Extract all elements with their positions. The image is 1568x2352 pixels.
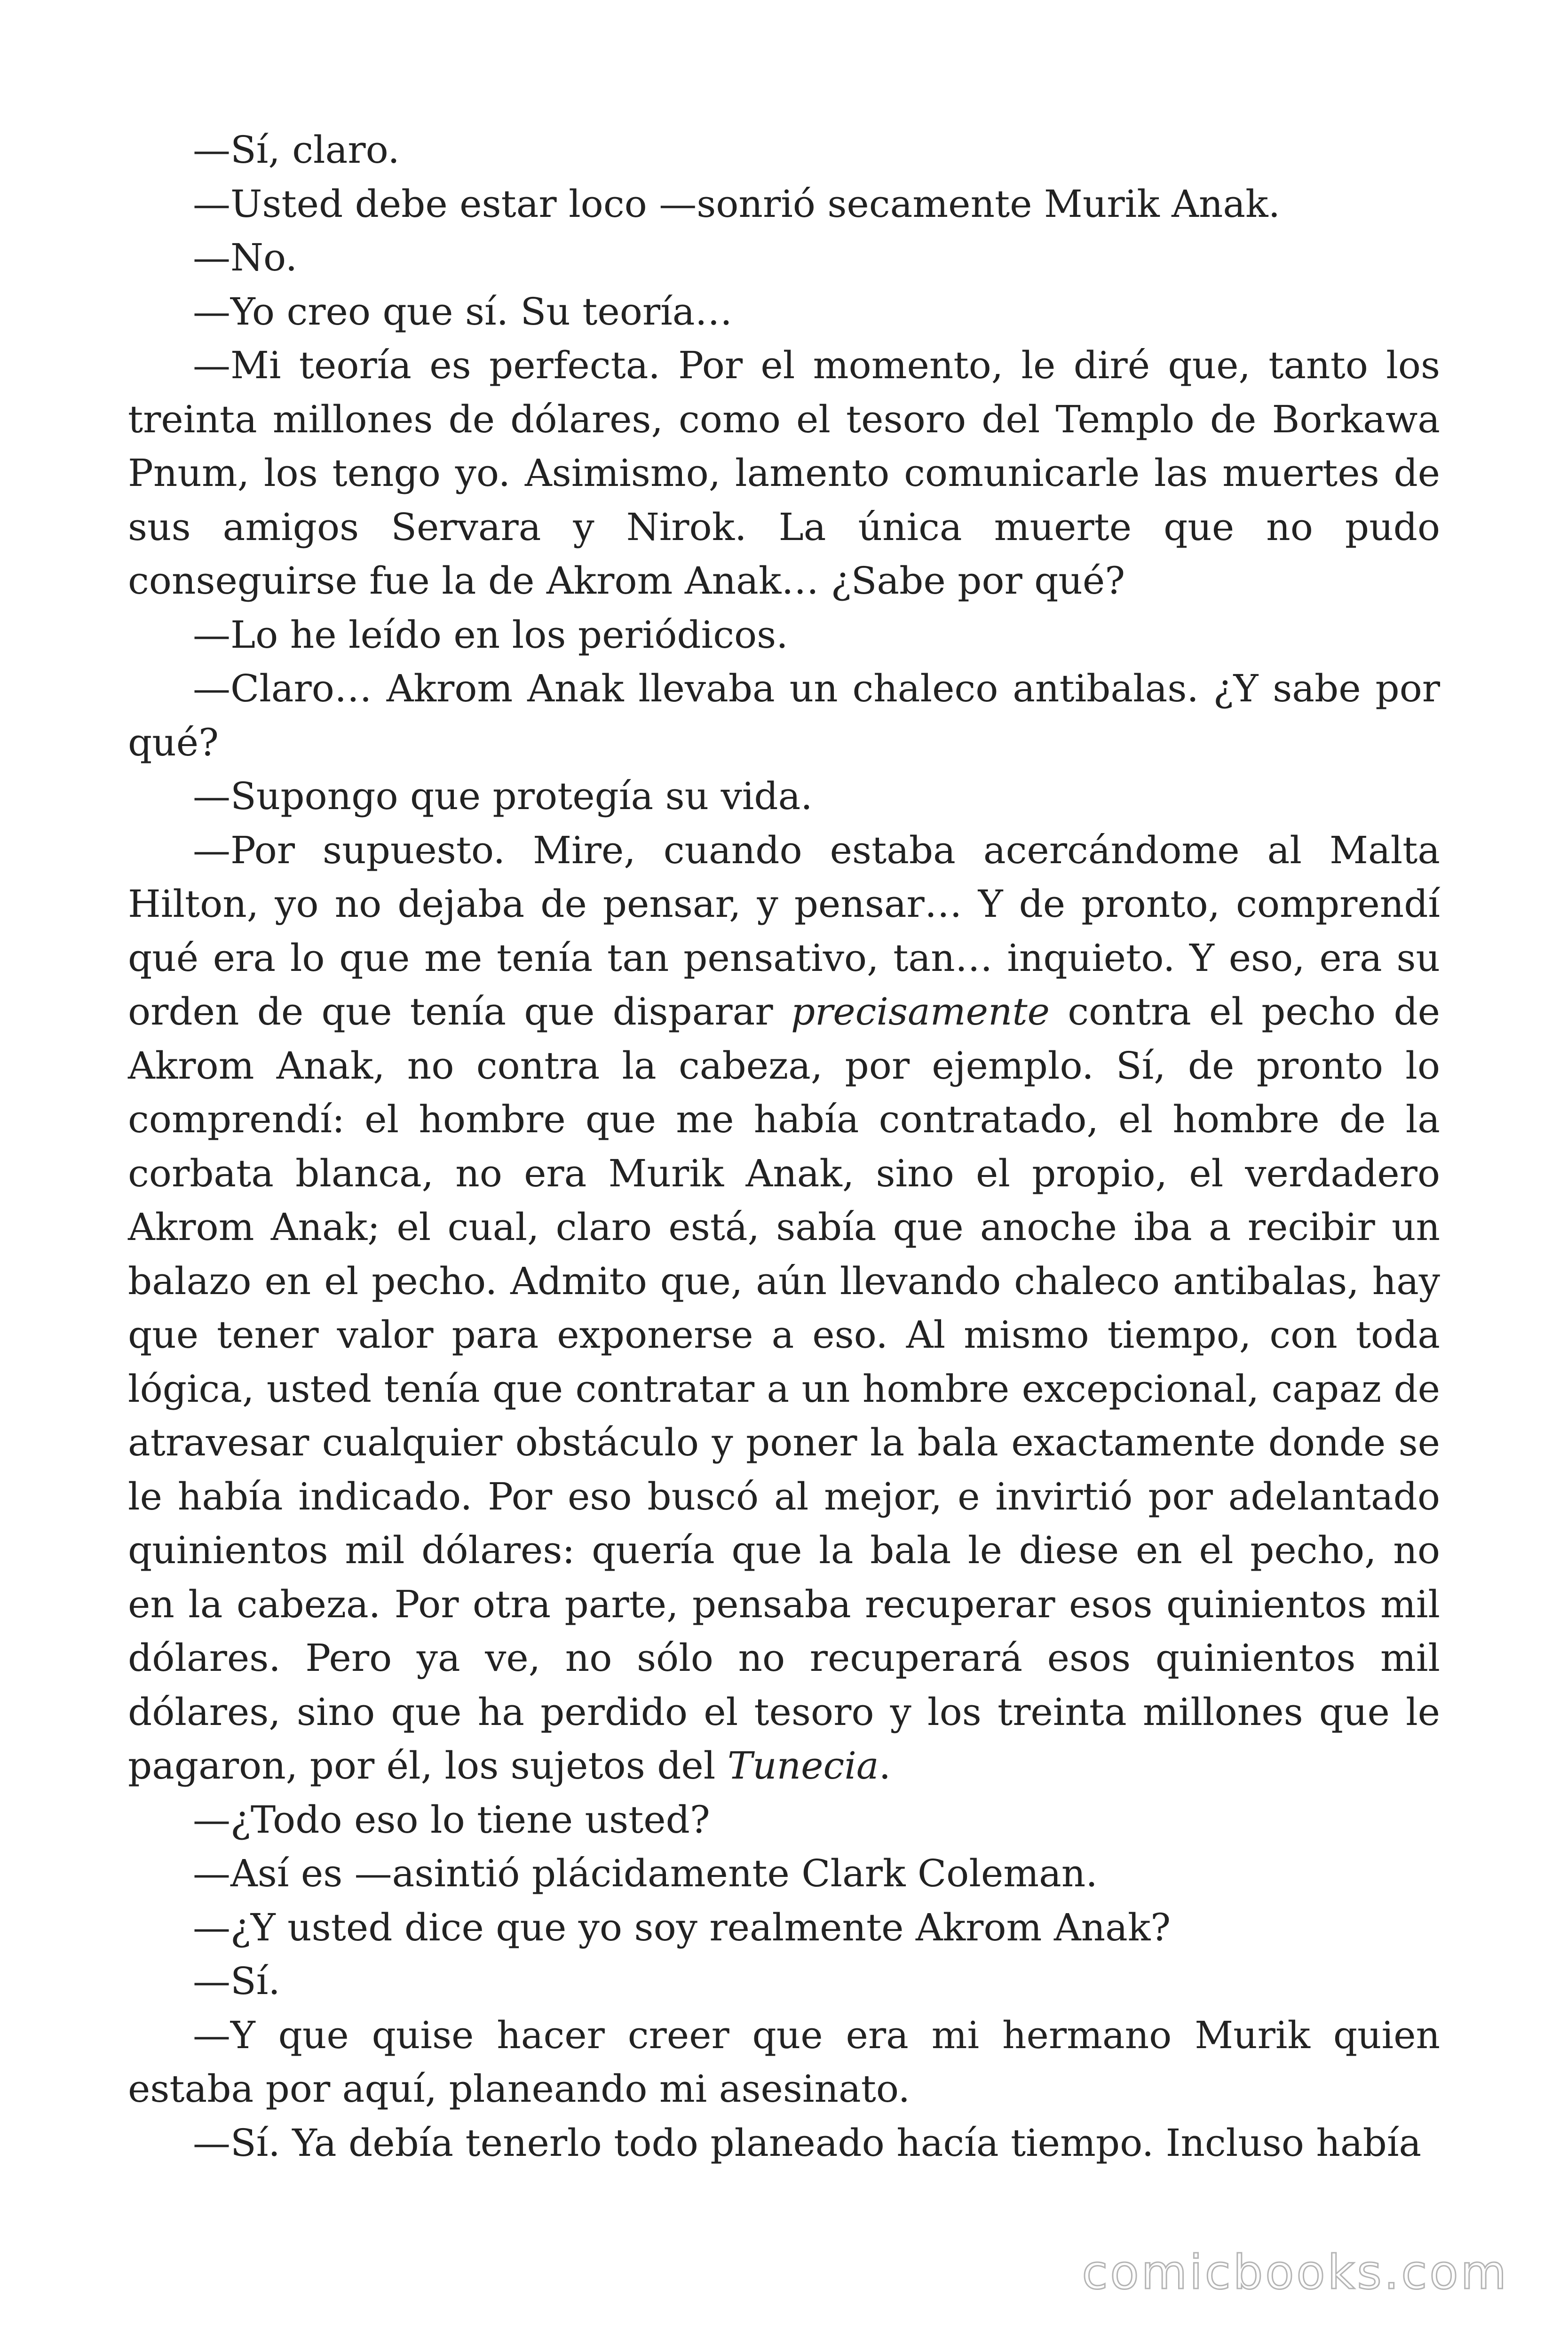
paragraph-text: —Usted debe estar loco —sonrió secamente Murik Anak. <box>193 182 1280 226</box>
body-text <box>128 123 1440 2170</box>
paragraph <box>128 824 1440 1793</box>
paragraph <box>128 1955 1440 2009</box>
paragraph <box>128 231 1440 285</box>
paragraph-text: —Yo creo que sí. Su teoría… <box>193 289 733 334</box>
paragraph-text: —Sí. Ya debía tenerlo todo planeado hacía tiempo. Incluso había <box>193 2121 1422 2165</box>
paragraph-text: —Lo he leído en los periódicos. <box>193 612 788 657</box>
paragraph <box>128 770 1440 824</box>
paragraph-text: —Y que quise hacer creer que era mi hermano Murik quien estaba por aquí, planeando mi asesinato. <box>128 2013 1440 2111</box>
paragraph <box>128 177 1440 231</box>
paragraph-text: —Así es —asintió plácidamente Clark Coleman. <box>193 1851 1098 1895</box>
paragraph <box>128 339 1440 608</box>
paragraph-text: —¿Y usted dice que yo soy realmente Akrom Anak? <box>193 1905 1171 1949</box>
paragraph-text: —Supongo que protegía su vida. <box>193 774 813 818</box>
paragraph <box>128 662 1440 770</box>
paragraph <box>128 285 1440 339</box>
paragraph <box>128 608 1440 662</box>
italic-text: precisamente <box>791 990 1050 1033</box>
paragraph-text: —Mi teoría es perfecta. Por el momento, le diré que, tanto los treinta millones de dólares, como el tesoro del Templo de Borkawa Pnum, los tengo yo. Asimismo, lamento comunicarle las muertes de sus amigos Servara y Nirok. La única muerte que no pudo conseguirse fue la de Akrom Anak… ¿Sabe por qué? <box>128 343 1440 603</box>
paragraph-text: —Claro… Akrom Anak llevaba un chaleco antibalas. ¿Y sabe por qué? <box>128 667 1440 764</box>
paragraph <box>128 123 1440 177</box>
paragraph <box>128 1901 1440 1955</box>
paragraph-text: —Por supuesto. Mire, cuando estaba acercándome al Malta Hilton, yo no dejaba de pensar, y pensar… Y de pronto, comprendí qué era lo que me tenía tan pensativo, tan… inquieto. Y eso, era su orden de que tenía que disparar <box>128 828 1440 1033</box>
italic-text: Tunecia <box>727 1744 879 1788</box>
watermark: comicbooks.com <box>1082 2245 1509 2300</box>
paragraph-text: contra el pecho de Akrom Anak, no contra la cabeza, por ejemplo. Sí, de pronto lo comprendí: el hombre que me había contratado, el hombre de la corbata blanca, no era Murik Anak, sino el propio, el verdadero Akrom Anak; el cual, claro está, sabía que anoche iba a recibir un balazo en el pecho. Admito que, aún llevando chaleco antibalas, hay que tener valor para exponerse a eso. Al mismo tiempo, con toda lógica, usted tenía que contratar a un hombre excepcional, capaz de atravesar cualquier obstáculo y poner la bala exactamente donde se le había indicado. Por eso buscó al mejor, e invirtió por adelantado quinientos mil dólares: quería que la bala le diese en el pecho, no en la cabeza. Por otra parte, pensaba recuperar esos quinientos mil dólares. Pero ya ve, no sólo no recuperará esos quinientos mil dólares, sino que ha perdido el tesoro y los treinta millones que le pagaron, por él, los sujetos del <box>128 990 1440 1788</box>
paragraph <box>128 2116 1440 2170</box>
paragraph <box>128 1847 1440 1901</box>
paragraph <box>128 1793 1440 1847</box>
paragraph-text: —Sí, claro. <box>193 128 400 172</box>
paragraph-text: —Sí. <box>193 1959 280 2003</box>
paragraph-text: —¿Todo eso lo tiene usted? <box>193 1797 710 1842</box>
paragraph-text: —No. <box>193 236 298 279</box>
paragraph <box>128 2009 1440 2116</box>
paragraph-text: . <box>879 1744 891 1788</box>
